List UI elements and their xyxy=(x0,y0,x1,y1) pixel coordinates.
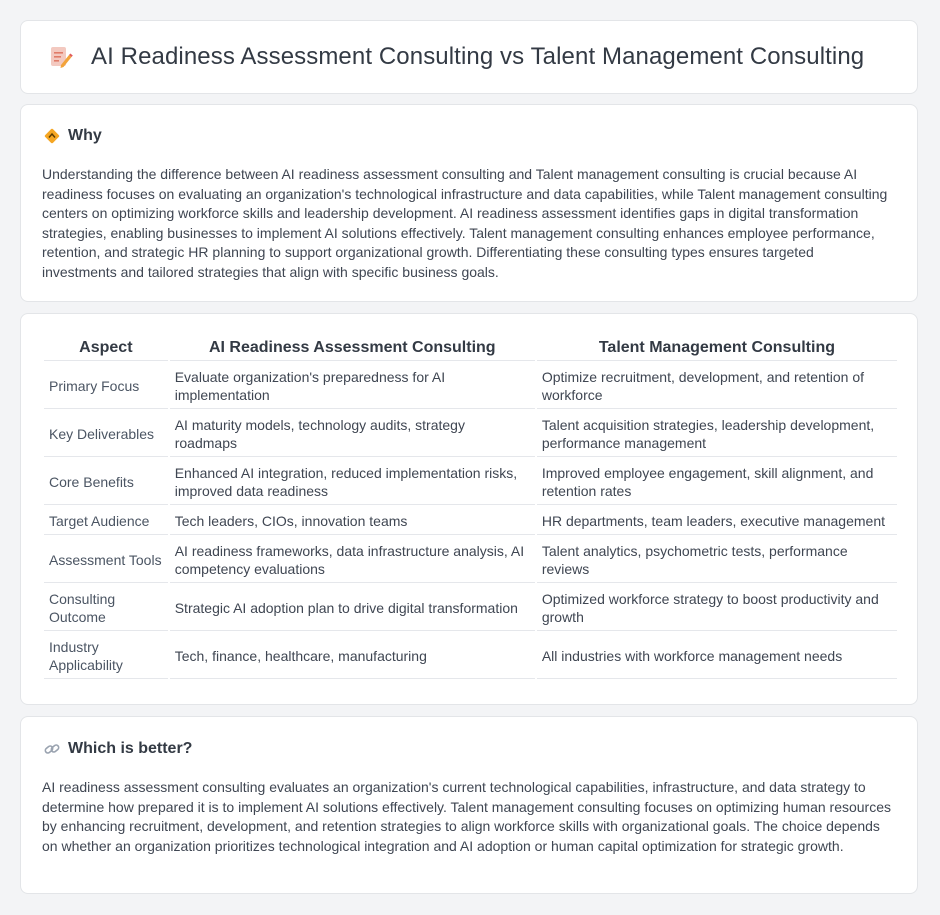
which-is-better-section xyxy=(20,716,918,894)
row-ai-value: Evaluate organization's preparedness for AI implementation xyxy=(170,363,535,409)
header-aspect: Aspect xyxy=(44,336,168,361)
why-section xyxy=(20,104,918,302)
row-ai-value: Tech leaders, CIOs, innovation teams xyxy=(170,507,535,535)
table-row xyxy=(44,633,897,679)
table-row xyxy=(44,459,897,505)
comparison-table xyxy=(42,334,899,681)
title-card xyxy=(20,20,918,94)
row-aspect: Target Audience xyxy=(44,507,168,535)
better-title: Which is better? xyxy=(68,740,193,757)
row-talent-value: Improved employee engagement, skill alignment, and retention rates xyxy=(537,459,897,505)
row-aspect: Primary Focus xyxy=(44,363,168,409)
row-aspect: Consulting Outcome xyxy=(44,585,168,631)
link-icon xyxy=(43,740,61,758)
document-pencil-icon xyxy=(47,44,73,70)
page-title: AI Readiness Assessment Consulting vs Talent Management Consulting xyxy=(91,43,865,70)
row-ai-value: Enhanced AI integration, reduced implementation risks, improved data readiness xyxy=(170,459,535,505)
row-talent-value: Talent acquisition strategies, leadership development, performance management xyxy=(537,411,897,457)
comparison-section xyxy=(20,313,918,705)
why-title: Why xyxy=(68,127,102,144)
table-row xyxy=(44,411,897,457)
row-aspect: Industry Applicability xyxy=(44,633,168,679)
table-row xyxy=(44,363,897,409)
why-body: Understanding the difference between AI readiness assessment consulting and Talent management consulting is crucial because AI readiness focuses on evaluating an organization's technological infrastructure and data capabilities, while Talent management consulting centers on optimizing workforce skills and leadership development. AI readiness assessment identifies gaps in digital transformation strategies, enabling businesses to implement AI solutions effectively. Talent management consulting enhances employee performance, retention, and strategic HR planning to support organizational growth. Differentiating these consulting types ensures targeted investments and tailored strategies that align with specific business goals. xyxy=(42,166,888,280)
row-ai-value: AI maturity models, technology audits, strategy roadmaps xyxy=(170,411,535,457)
diamond-signpost-icon xyxy=(43,127,61,145)
row-talent-value: All industries with workforce management needs xyxy=(537,633,897,679)
table-row xyxy=(44,507,897,535)
table-row xyxy=(44,537,897,583)
row-talent-value: Talent analytics, psychometric tests, performance reviews xyxy=(537,537,897,583)
row-ai-value: Tech, finance, healthcare, manufacturing xyxy=(170,633,535,679)
row-talent-value: Optimize recruitment, development, and retention of workforce xyxy=(537,363,897,409)
row-ai-value: AI readiness frameworks, data infrastructure analysis, AI competency evaluations xyxy=(170,537,535,583)
row-aspect: Assessment Tools xyxy=(44,537,168,583)
row-ai-value: Strategic AI adoption plan to drive digital transformation xyxy=(170,585,535,631)
table-header-row xyxy=(44,336,897,361)
row-aspect: Key Deliverables xyxy=(44,411,168,457)
header-talent-management: Talent Management Consulting xyxy=(537,336,897,361)
better-body: AI readiness assessment consulting evaluates an organization's current technological capabilities, infrastructure, and data strategy to determine how prepared it is to implement AI solutions effectively. Talent management consulting focuses on optimizing human resources by enhancing recruitment, development, and retention strategies to align workforce skills with organizational goals. The choice depends on whether an organization prioritizes technological integration and AI adoption or human capital optimization for strategic growth. xyxy=(42,779,892,854)
table-row xyxy=(44,585,897,631)
row-aspect: Core Benefits xyxy=(44,459,168,505)
header-ai-readiness: AI Readiness Assessment Consulting xyxy=(170,336,535,361)
row-talent-value: HR departments, team leaders, executive management xyxy=(537,507,897,535)
row-talent-value: Optimized workforce strategy to boost productivity and growth xyxy=(537,585,897,631)
